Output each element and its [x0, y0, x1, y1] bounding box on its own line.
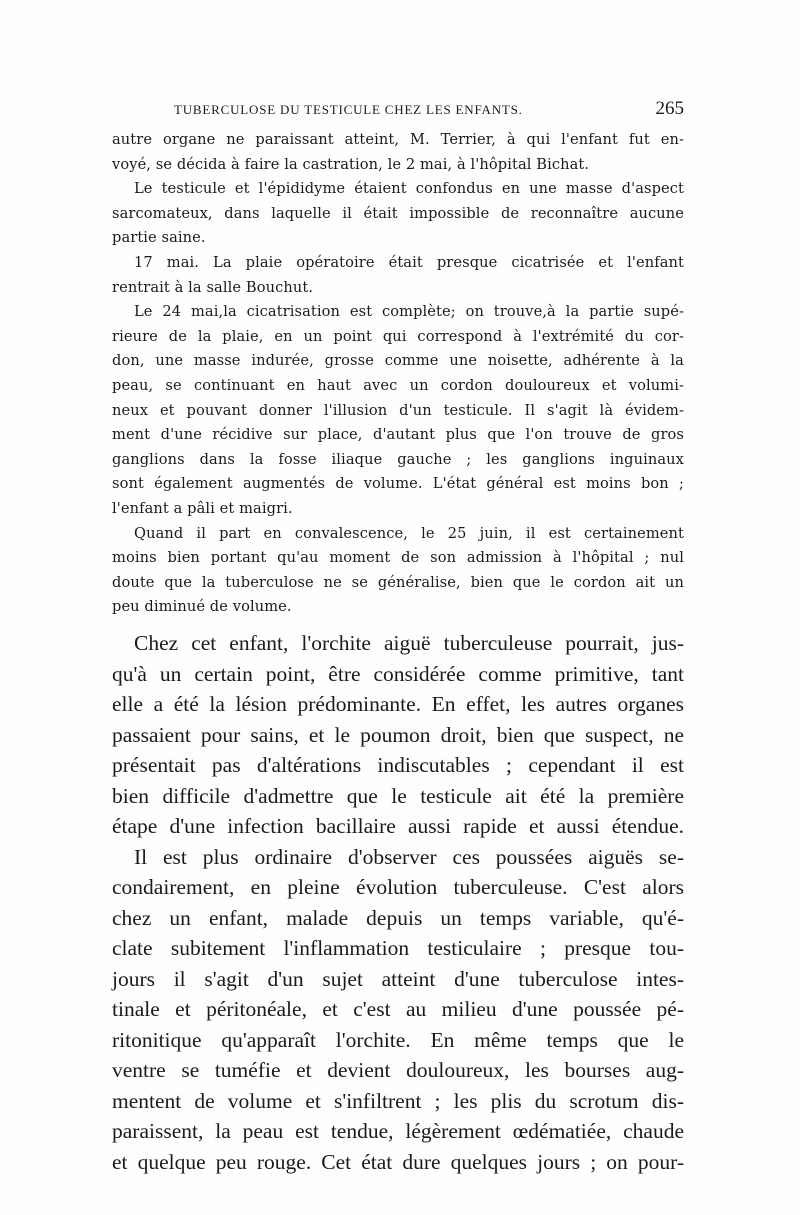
- small-line: moins bien portant qu'au moment de son admission à l'hôpital ; nul: [112, 549, 684, 567]
- large-line: ventre se tuméfie et devient douloureux, les bourses aug-: [112, 1058, 684, 1082]
- small-line: partie saine.: [112, 229, 206, 247]
- page-number: 265: [655, 98, 684, 119]
- large-line: qu'à un certain point, être considérée comme primitive, tant: [112, 661, 684, 686]
- small-line: peau, se continuant en haut avec un cordon douloureux et volumi-: [112, 376, 684, 394]
- small-line: Quand il part en convalescence, le 25 juin, il est certainement: [134, 524, 684, 542]
- small-line: peu diminué de volume.: [112, 598, 292, 616]
- large-line: chez un enfant, malade depuis un temps variable, qu'é-: [112, 905, 684, 930]
- large-line: ritonitique qu'apparaît l'orchite. En même temps que le: [112, 1027, 684, 1052]
- small-line: sarcomateux, dans laquelle il était impossible de reconnaître aucune: [112, 204, 684, 222]
- small-line: don, une masse indurée, grosse comme une noisette, adhérente à la: [112, 352, 684, 370]
- small-line: autre organe ne paraissant atteint, M. Terrier, à qui l'enfant fut en-: [112, 131, 684, 148]
- discussion-block: [112, 628, 684, 1177]
- small-line: voyé, se décida à faire la castration, le 2 mai, à l'hôpital Bichat.: [112, 155, 590, 173]
- small-line: rentrait à la salle Bouchut.: [112, 278, 314, 296]
- running-title: TUBERCULOSE DU TESTICULE CHEZ LES ENFANTS.: [174, 102, 523, 117]
- small-line: sont également augmentés de volume. L'état général est moins bon ;: [112, 475, 684, 493]
- large-line: elle a été la lésion prédominante. En effet, les autres organes: [112, 692, 684, 716]
- small-line: 17 mai. La plaie opératoire était presque cicatrisée et l'enfant: [134, 253, 684, 271]
- page-header: [112, 98, 684, 122]
- large-line: condairement, en pleine évolution tuberculeuse. C'est alors: [112, 875, 684, 899]
- small-line: neux et pouvant donner l'illusion d'un testicule. Il s'agit là évidem-: [112, 401, 684, 419]
- small-line: ment d'une récidive sur place, d'autant plus que l'on trouve de gros: [112, 426, 684, 444]
- small-line: ganglions dans la fosse iliaque gauche ; les ganglions inguinaux: [112, 450, 684, 468]
- large-line: paraissent, la peau est tendue, légèrement œdématiée, chaude: [112, 1119, 684, 1143]
- large-line: tinale et péritonéale, et c'est au milieu d'une poussée pé-: [112, 997, 684, 1021]
- large-line: Chez cet enfant, l'orchite aiguë tuberculeuse pourrait, jus-: [134, 631, 684, 655]
- large-line: clate subitement l'inflammation testiculaire ; presque tou-: [112, 936, 684, 960]
- large-line: passaient pour sains, et le poumon droit, bien que suspect, ne: [112, 722, 684, 747]
- small-line: doute que la tuberculose ne se généralise, bien que le cordon ait un: [112, 573, 684, 591]
- large-line: bien difficile d'admettre que le testicule ait été la première: [112, 783, 684, 808]
- case-report-block: [112, 128, 684, 620]
- large-line: étape d'une infection bacillaire aussi rapide et aussi étendue.: [112, 814, 684, 838]
- large-line: mentent de volume et s'infiltrent ; les plis du scrotum dis-: [112, 1088, 684, 1113]
- large-line: présentait pas d'altérations indiscutables ; cependant il est: [112, 753, 684, 777]
- small-line: l'enfant a pâli et maigri.: [112, 499, 293, 517]
- large-line: et quelque peu rouge. Cet état dure quelques jours ; on pour-: [112, 1149, 684, 1174]
- large-line: jours il s'agit d'un sujet atteint d'une tuberculose intes-: [112, 966, 684, 991]
- small-line: Le 24 mai,la cicatrisation est complète; on trouve,à la partie supé-: [134, 303, 684, 321]
- small-line: rieure de la plaie, en un point qui correspond à l'extrémité du cor-: [112, 327, 684, 345]
- large-line: Il est plus ordinaire d'observer ces poussées aiguës se-: [134, 844, 684, 869]
- small-line: Le testicule et l'épididyme étaient confondus en une masse d'aspect: [134, 180, 684, 198]
